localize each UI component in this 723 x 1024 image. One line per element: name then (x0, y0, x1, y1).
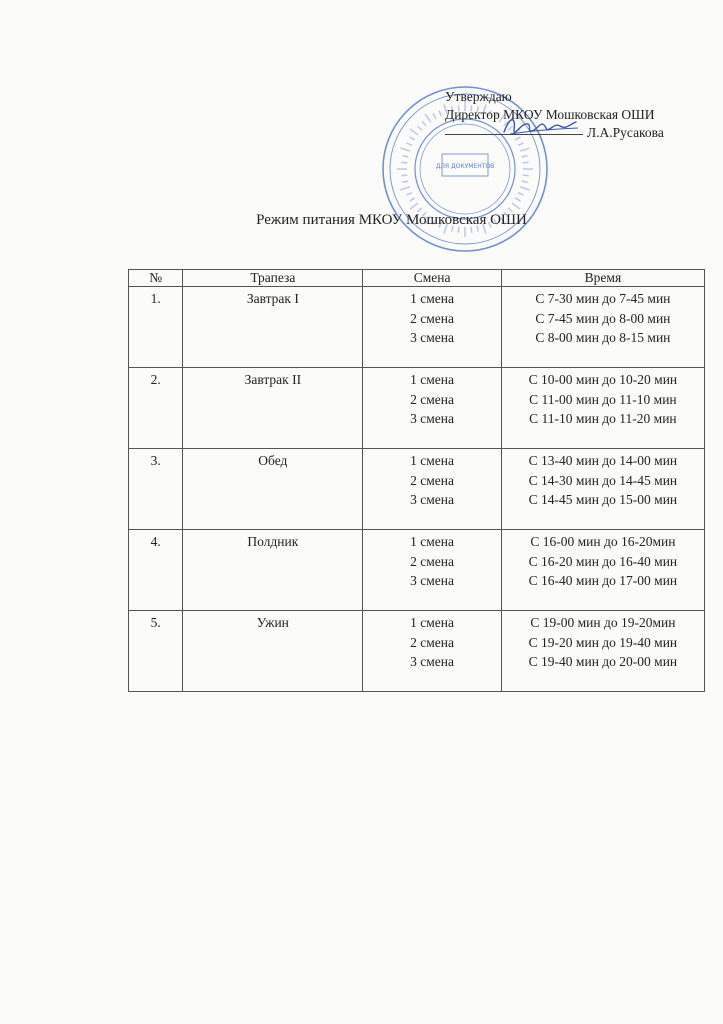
shift-item: 1 смена (410, 615, 454, 630)
row-shifts (363, 287, 502, 368)
shift-item: 1 смена (410, 372, 454, 387)
header-meal: Трапеза (183, 270, 363, 287)
time-item: С 14-45 мин до 15-00 мин (528, 492, 678, 507)
stamp-ring-mark (512, 203, 520, 209)
stamp-ring-mark (518, 193, 523, 195)
stamp-ring-mark (520, 187, 530, 190)
director-position: Директор МКОУ Мошковская ОШИ (445, 107, 655, 122)
stamp-ring-mark (520, 148, 530, 151)
time-item: С 11-00 мин до 11-10 мин (529, 391, 677, 407)
time-item: С 16-40 мин до 17-00 мин (528, 573, 678, 588)
stamp-ring-mark (522, 156, 528, 157)
shift-item: 3 смена (410, 654, 454, 669)
stamp-ring-mark (433, 114, 436, 119)
stamp-ring-mark (522, 181, 528, 182)
table-row (129, 368, 705, 449)
shift-item: 2 смена (410, 553, 454, 569)
row-times (501, 449, 704, 530)
stamp-ring-mark (410, 137, 415, 140)
approval-block (445, 88, 664, 142)
shift-item: 1 смена (410, 534, 454, 549)
row-times (501, 611, 704, 692)
shift-item: 2 смена (410, 391, 454, 407)
table-row (129, 530, 705, 611)
stamp-ring-mark (523, 162, 529, 163)
row-shifts (363, 368, 502, 449)
time-item: С 16-00 мин до 16-20мин (530, 534, 676, 549)
time-item: С 19-20 мин до 19-40 мин (528, 634, 678, 650)
stamp-ring-mark (401, 162, 407, 163)
time-item: С 7-30 мин до 7-45 мин (535, 291, 671, 306)
signatory-name: Л.А.Русакова (587, 125, 664, 140)
shift-item: 2 смена (410, 634, 454, 650)
shift-item: 3 смена (410, 411, 454, 426)
stamp-ring-mark (410, 203, 418, 209)
stamp-ring-mark (410, 129, 418, 135)
header-time: Время (501, 270, 704, 287)
table-row (129, 287, 705, 368)
shift-item: 3 смена (410, 492, 454, 507)
meal-schedule-table (128, 269, 705, 692)
stamp-ring-mark (422, 121, 426, 125)
document-title: Режим питания МКОУ Мошковская ОШИ (256, 212, 527, 228)
shift-item: 1 смена (410, 453, 454, 468)
stamp-inner-text: ДЛЯ ДОКУМЕНТОВ (435, 163, 495, 170)
row-number: 5. (129, 611, 183, 692)
time-item: С 19-40 мин до 20-00 мин (528, 654, 678, 669)
row-times (501, 368, 704, 449)
stamp-ring-mark (401, 175, 407, 176)
table-header-row (129, 270, 705, 287)
row-meal: Ужин (183, 611, 363, 692)
row-number: 1. (129, 287, 183, 368)
row-shifts (363, 449, 502, 530)
stamp-ring-mark (402, 181, 408, 182)
signature-blank (445, 134, 583, 135)
shift-item: 2 смена (410, 310, 454, 326)
stamp-ring-mark (410, 198, 415, 201)
shift-item: 1 смена (410, 291, 454, 306)
row-number: 2. (129, 368, 183, 449)
row-shifts (363, 611, 502, 692)
header-number: № (129, 270, 183, 287)
time-item: С 16-20 мин до 16-40 мин (528, 553, 678, 569)
shift-item: 2 смена (410, 472, 454, 488)
stamp-ring-mark (518, 143, 523, 145)
stamp-ring-mark (407, 143, 412, 145)
row-meal: Завтрак II (183, 368, 363, 449)
time-item: С 13-40 мин до 14-00 мин (528, 453, 678, 468)
time-item: С 8-00 мин до 8-15 мин (535, 330, 671, 345)
time-item: С 19-00 мин до 19-20мин (530, 615, 676, 630)
approve-label: Утверждаю (445, 89, 512, 104)
stamp-ring-mark (439, 111, 441, 116)
time-item: С 11-10 мин до 11-20 мин (529, 411, 677, 426)
stamp-ring-mark (400, 187, 410, 190)
stamp-ring-mark (402, 156, 408, 157)
row-number: 4. (129, 530, 183, 611)
row-meal: Полдник (183, 530, 363, 611)
stamp-ring-mark (523, 175, 529, 176)
stamp-ring-mark (515, 198, 520, 201)
shift-item: 3 смена (410, 330, 454, 345)
time-item: С 14-30 мин до 14-45 мин (528, 472, 678, 488)
table-row (129, 611, 705, 692)
stamp-ring-mark (417, 126, 421, 130)
stamp-ring-mark (407, 193, 412, 195)
stamp-ring-mark (425, 114, 431, 122)
time-item: С 10-00 мин до 10-20 мин (528, 372, 678, 387)
signature-line (445, 124, 664, 142)
row-number: 3. (129, 449, 183, 530)
stamp-ring-mark (400, 148, 410, 151)
row-times (501, 530, 704, 611)
row-times (501, 287, 704, 368)
row-meal: Обед (183, 449, 363, 530)
row-shifts (363, 530, 502, 611)
table-row (129, 449, 705, 530)
shift-item: 3 смена (410, 573, 454, 588)
header-shift: Смена (363, 270, 502, 287)
time-item: С 7-45 мин до 8-00 мин (535, 310, 671, 326)
row-meal: Завтрак I (183, 287, 363, 368)
